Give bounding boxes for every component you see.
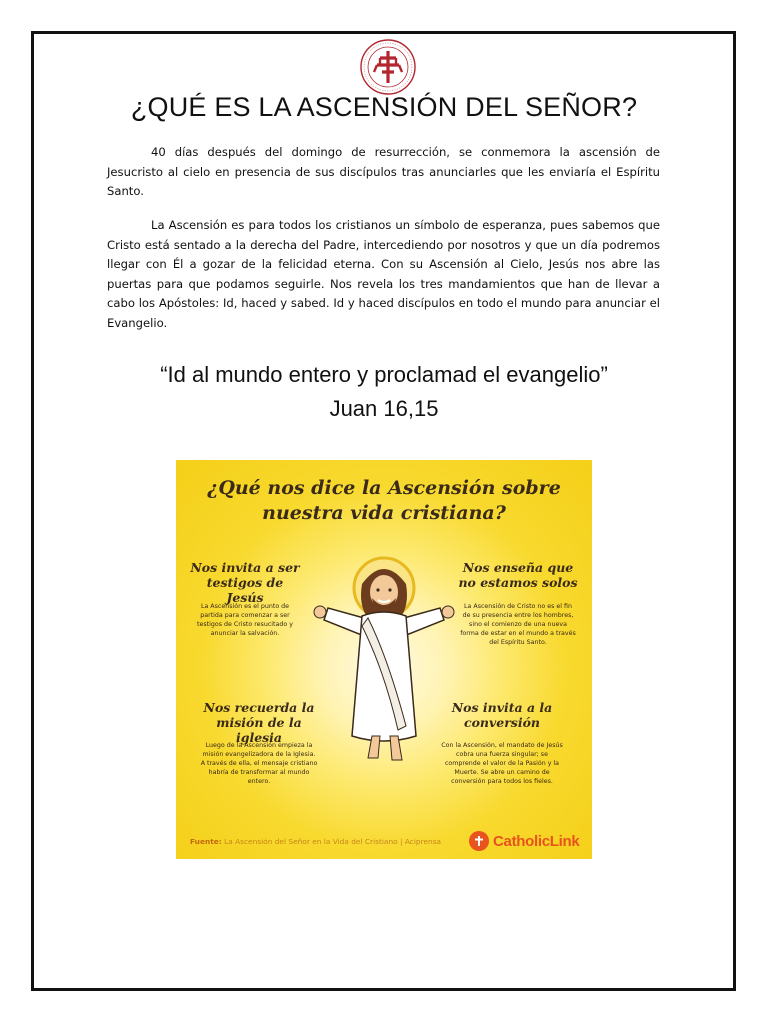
section-heading-not-alone: Nos enseña que no estamos solos [458,560,578,590]
section-text-conversion: Con la Ascensión, el mandato de Jesús cobra una fuerza singular; se comprende el valor de la Pasión y la Muerte. Se abre un camino de conversión para todos los fieles. [441,742,563,785]
infographic-title: ¿Qué nos dice la Ascensión sobre nuestra vida cristiana? [207,477,561,524]
institution-seal-icon [359,38,417,96]
section-heading-conversion: Nos invita a la conversión [451,700,553,730]
source-label: Fuente: [190,837,222,846]
infographic [176,460,592,859]
page-title: ¿QUÉ ES LA ASCENSIÓN DEL SEÑOR? [130,92,638,122]
section-heading-witnesses: Nos invita a ser testigos de Jesús [190,560,300,605]
section-heading-mission: Nos recuerda la misión de la iglesia [203,700,315,745]
section-text-not-alone: La Ascensión de Cristo no es el fin de su presencia entre los hombres, sino el comienzo de una nueva forma de estar en el mundo a través del Espíritu Santo. [460,603,576,646]
quote-reference: Juan 16,15 [329,396,439,421]
section-text-witnesses: La Ascensión es el punto de partida para comenzar a ser testigos de Cristo resucitado y anunciar la salvación. [197,603,293,637]
infographic-source [190,837,441,846]
brand-logo [469,830,579,852]
jesus-illustration-icon [306,554,462,774]
brand-name: CatholicLink [493,832,580,850]
paragraph-1: 40 días después del domingo de resurrección, se conmemora la ascensión de Jesucristo al cielo en presencia de sus discípulos tras anunciarles que les enviaría el Espíritu Santo. [107,145,660,198]
catholiclink-logo-icon [469,831,489,851]
paragraph-2: La Ascensión es para todos los cristianos un símbolo de esperanza, pues sabemos que Cristo está sentado a la derecha del Padre, intercediendo por nosotros y que un día podremos llegar con Él a gozar de la felicidad eterna. Con su Ascensión al Cielo, Jesús nos abre las puertas para que podamos seguirle. Nos revela los tres mandamientos que han de llevar a cabo los Apóstoles: Id, haced y sabed. Id y haced discípulos en todo el mundo para anunciar el Evangelio. [107,218,660,330]
section-text-mission: Luego de la Ascensión empieza la misión evangelizadora de la Iglesia. A través de ella, el mensaje cristiano habría de transformar al mundo entero. [200,742,318,785]
source-text: La Ascensión del Señor en la Vida del Cristiano | Aciprensa [224,837,442,846]
quote-text: “Id al mundo entero y proclamad el evangelio” [160,362,608,387]
